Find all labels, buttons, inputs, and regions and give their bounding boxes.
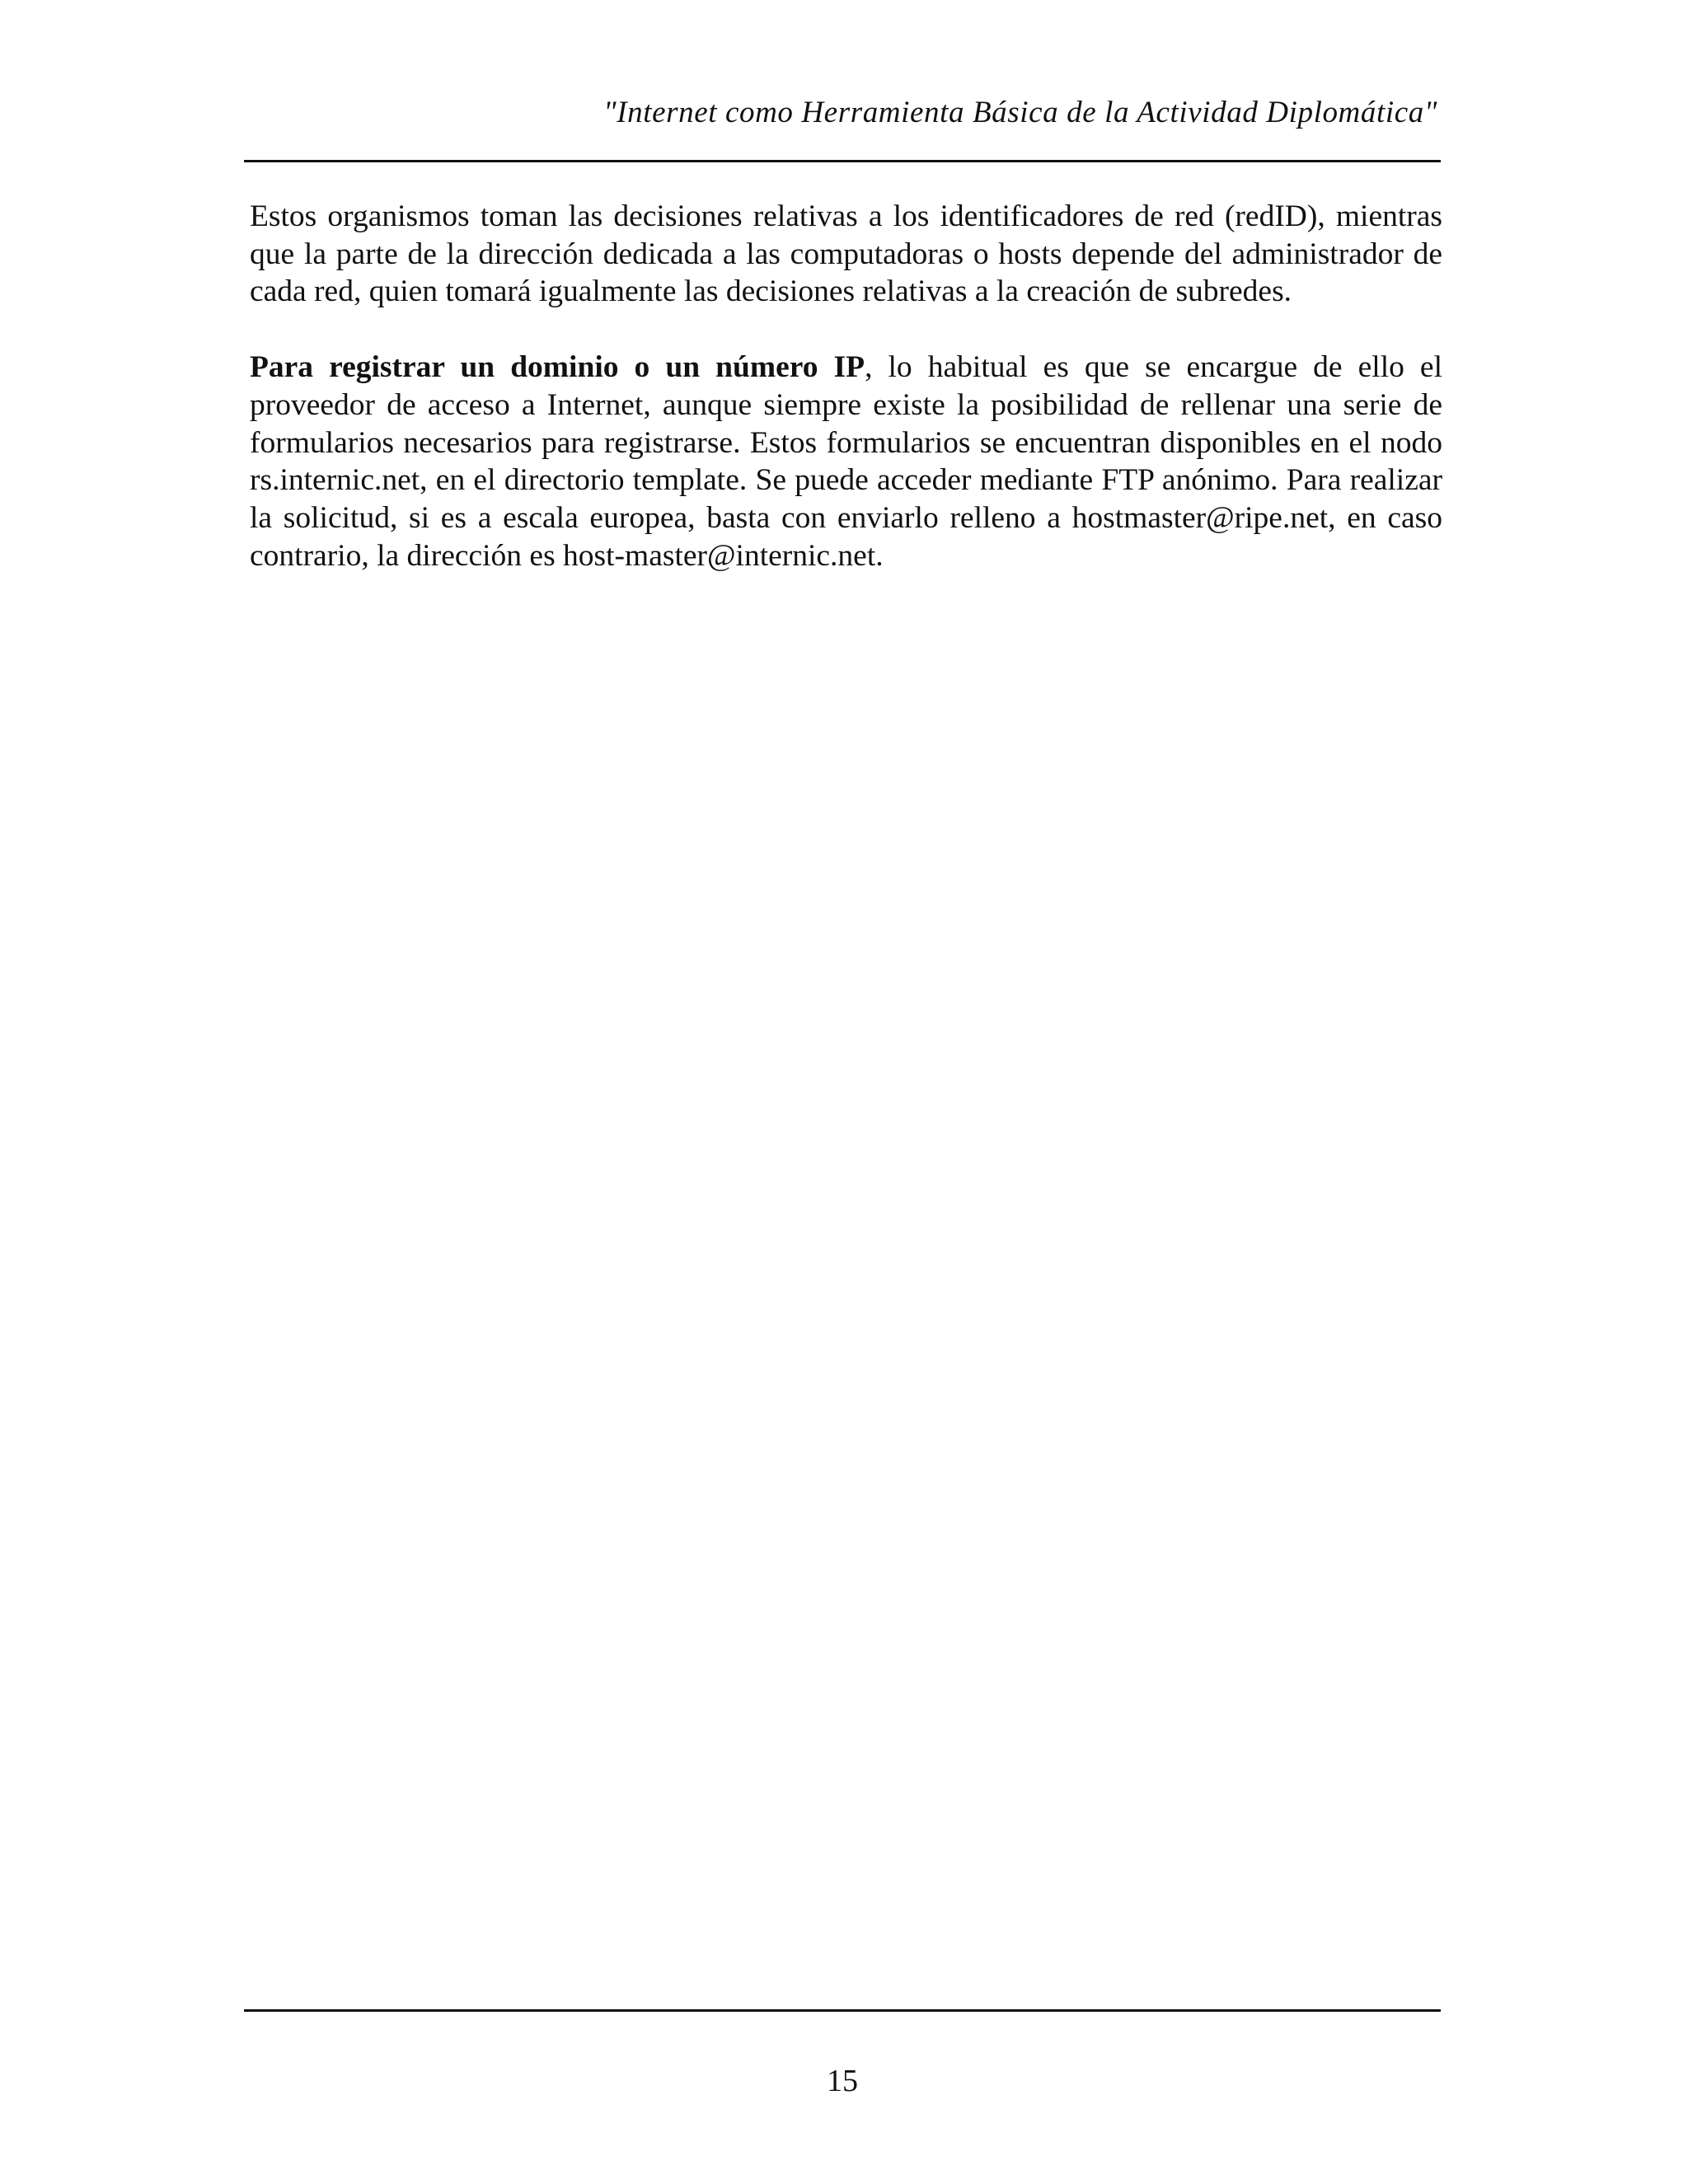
footer-divider [244, 2009, 1441, 2012]
page-number: 15 [827, 2064, 858, 2098]
paragraph-2-bold-lead: Para registrar un dominio o un número IP [250, 350, 865, 385]
running-header-title: "Internet como Herramienta Básica de la Actividad Diplomática" [603, 96, 1437, 129]
paragraph-1: Estos organismos toman las decisiones relativas a los identificadores de red (redID), mientras que la parte de la dirección dedicada a las computadoras o hosts depende del administrador de cada red, quien tomará igualmente las decisiones relativas a la creación de subredes. [250, 199, 1442, 309]
paragraph-2-text: , lo habitual es que se encargue de ello el proveedor de acceso a Internet, aunque siempre existe la posibilidad de rellenar una serie de formularios necesarios para registrarse. Estos formularios se encuentran disponibles en el nodo rs.internic.net, en el directorio template. Se puede acceder mediante FTP anónimo. Para realizar la solicitud, si es a escala europea, basta con enviarlo relleno a hostmaster@ripe.net, en caso contrario, la dirección es host-master@internic.net. [250, 350, 1442, 573]
header-divider [244, 160, 1441, 162]
body-text [250, 198, 1442, 574]
paragraph-2 [250, 349, 1442, 574]
